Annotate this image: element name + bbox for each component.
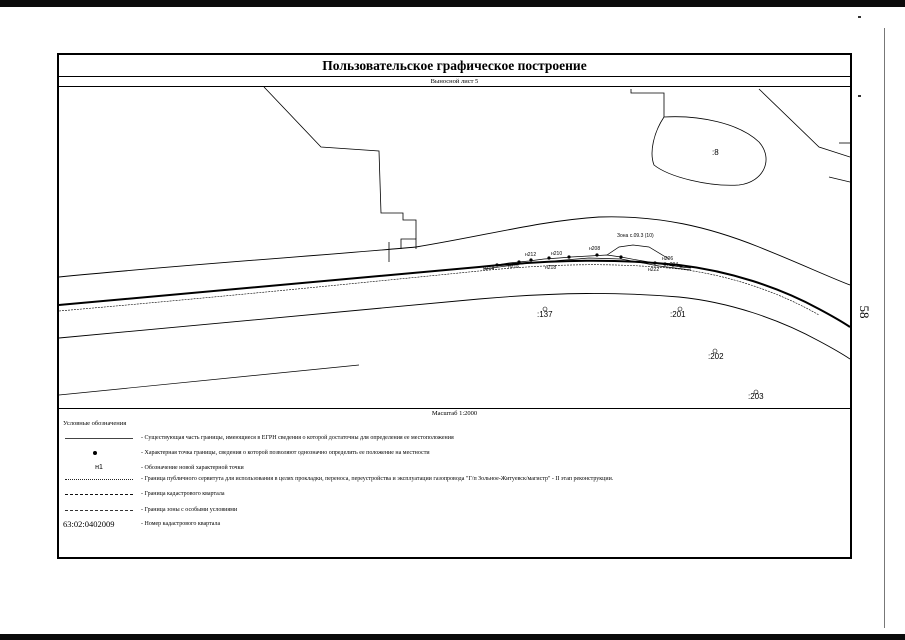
legend-symbol: [63, 432, 135, 444]
legend-text: - Граница публичного сервитута для использования в целях прокладки, переноса, переустройства и эксплуатации газопровода "Г/п Зольное-Житуевск/магистр" - II этап реконструкции.: [141, 476, 614, 482]
road-edge-bottom: [59, 293, 850, 359]
scan-mark: [858, 95, 861, 97]
parcel-boundary: [631, 89, 664, 117]
boundary-point: [653, 261, 656, 264]
legend-title: Условные обозначения: [63, 420, 127, 427]
boundary-point: [679, 264, 682, 267]
legend-item: [63, 504, 843, 516]
legend-text: - Обозначение новой характерной точки: [141, 465, 244, 471]
legend-item: [63, 518, 843, 530]
cadastral-map: [59, 87, 850, 408]
scale-label: Масштаб 1:2000: [59, 408, 850, 417]
boundary-point: [595, 253, 598, 256]
parcel-boundary: [264, 87, 416, 239]
zone-label: Зона с.09.3 (10): [617, 233, 654, 239]
legend-symbol: [63, 488, 135, 500]
legend-text: - Граница зоны с особыми условиями: [141, 507, 238, 513]
boundary-point: [567, 255, 570, 258]
servitude-boundary: [607, 245, 669, 259]
point-label: н214: [483, 266, 495, 272]
legend-symbol: 63:02:0402009: [63, 519, 115, 529]
parcel-boundary: [829, 177, 850, 182]
road-edge-lower: [59, 365, 359, 395]
scan-edge-top: [0, 0, 905, 7]
legend-symbol: [63, 447, 135, 459]
point-label: н210: [551, 251, 563, 257]
map-drawing: [59, 87, 850, 408]
parcel-label: :137: [537, 310, 553, 319]
legend-symbol: [63, 504, 135, 516]
page-edge-line: [884, 28, 885, 628]
legend-item: [63, 488, 843, 500]
scan-edge-bottom: [0, 634, 905, 640]
servitude-line: [59, 265, 819, 315]
parcel-label: :202: [708, 352, 724, 361]
point-label: н222: [648, 267, 660, 273]
legend-text: - Характерная точка границы, сведения о которой позволяют однозначно определить ее положение на местности: [141, 450, 430, 456]
point-label: н216: [508, 264, 520, 270]
legend-item: [63, 432, 843, 444]
page-number: 58: [857, 305, 872, 319]
parcel-label: :201: [670, 310, 686, 319]
point-label: н204: [667, 262, 679, 268]
road-edge-main: [59, 261, 850, 327]
point-label: н212: [525, 252, 537, 258]
point-label: н208: [589, 246, 601, 252]
point-label: н206: [662, 256, 674, 262]
boundary-point: [529, 258, 532, 261]
legend-text: - Существующая часть границы, имеющиеся в ЕГРН сведения о которой достаточны для определения ее местоположения: [141, 435, 454, 441]
legend-item: [63, 473, 843, 485]
point-label: н218: [545, 265, 557, 271]
legend-symbol: [63, 473, 135, 485]
document-frame: [57, 53, 852, 559]
page-title: Пользовательское графическое построение: [59, 55, 850, 77]
parcel-boundary: [759, 89, 850, 157]
legend-text: - Граница кадастрового квартала: [141, 491, 225, 497]
legend-text: - Номер кадастрового квартала: [141, 521, 221, 527]
legend-item: [63, 447, 843, 459]
sheet-subtitle: Выносной лист 5: [59, 77, 850, 87]
parcel-boundary: [652, 117, 766, 186]
legend-symbol: н1: [95, 464, 103, 471]
parcel-label: :8: [712, 148, 719, 157]
parcel-label: :203: [748, 392, 764, 401]
boundary-point: [619, 255, 622, 258]
boundary-point: [495, 263, 498, 266]
scan-mark: [858, 16, 861, 18]
